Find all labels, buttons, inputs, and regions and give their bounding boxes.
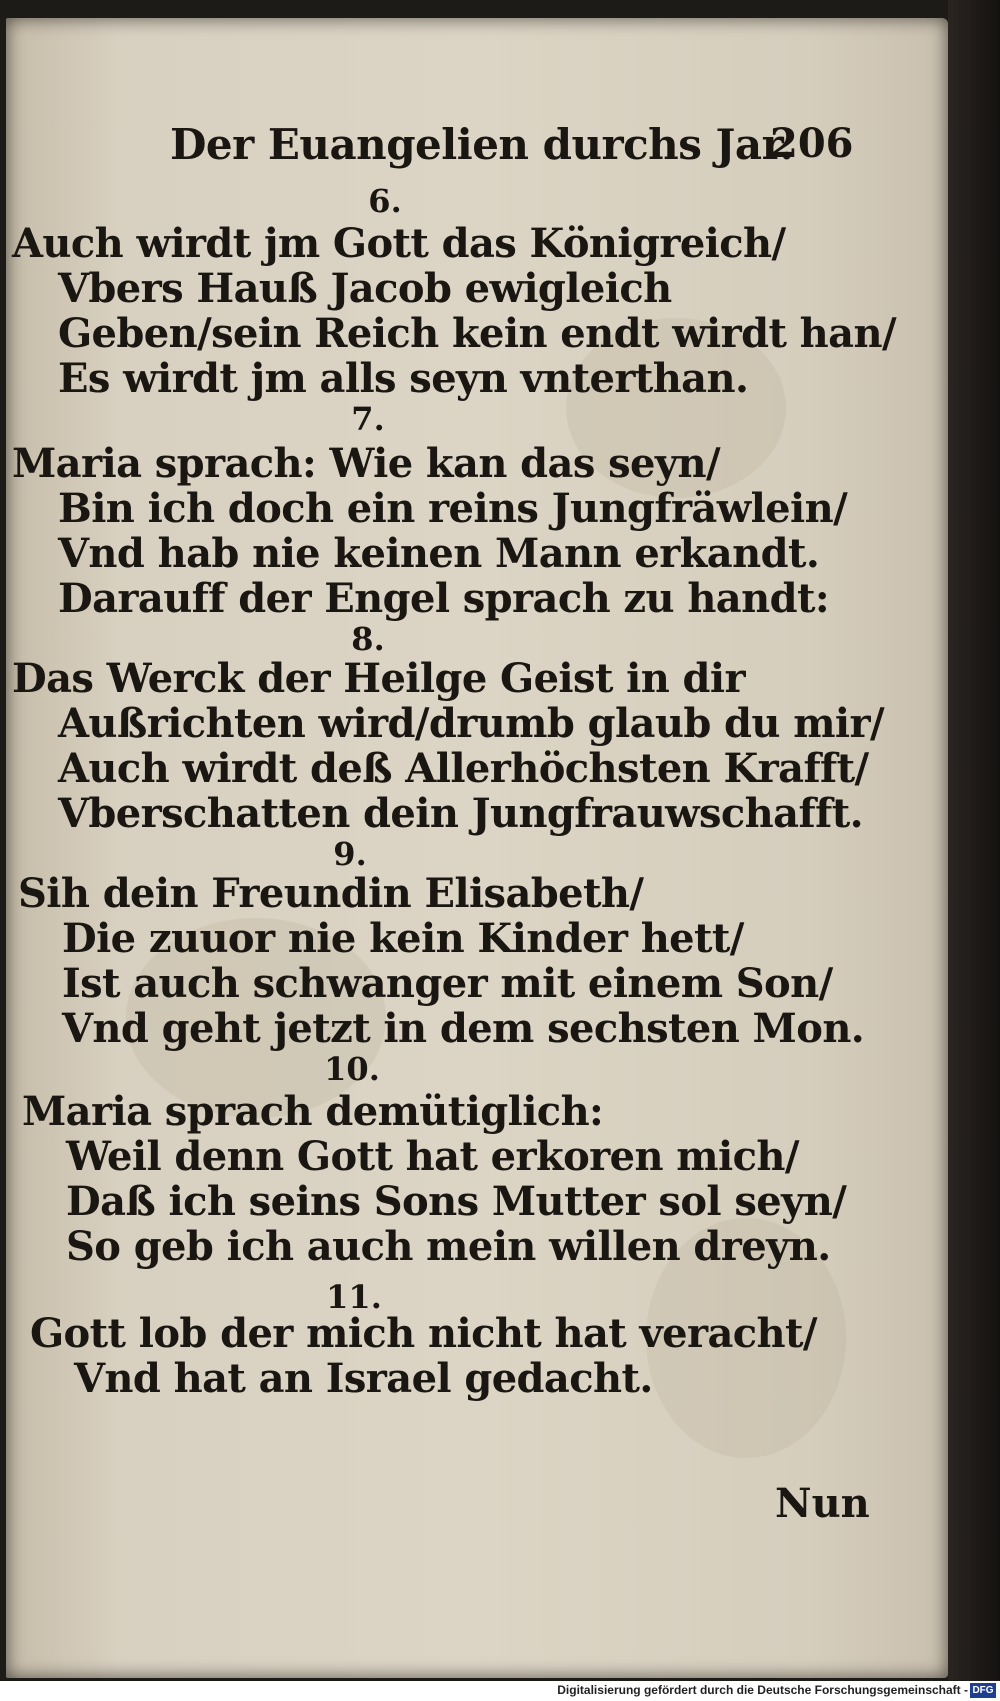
page-number: 206: [770, 120, 854, 167]
stanza-number: 9.: [333, 835, 367, 873]
verse-line: Vberschatten dein Jungfrauwschafft.: [58, 790, 863, 837]
verse-line: Das Werck der Heilge Geist in dir: [12, 655, 745, 702]
verse-line: Vnd hat an Israel gedacht.: [74, 1355, 653, 1402]
verse-line: Ist auch schwanger mit einem Son/: [62, 960, 833, 1007]
stanza-number: 11.: [326, 1278, 382, 1316]
verse-line: So geb ich auch mein willen dreyn.: [66, 1223, 831, 1270]
verse-line: Die zuuor nie kein Kinder hett/: [62, 915, 744, 962]
verse-line: Maria sprach: Wie kan das seyn/: [12, 440, 720, 487]
verse-line: Es wirdt jm alls seyn vnterthan.: [58, 355, 749, 402]
verse-line: Auch wirdt jm Gott das Königreich/: [12, 220, 786, 267]
stanza-number: 8.: [351, 620, 385, 658]
dfg-logo: DFG: [970, 1683, 996, 1698]
verse-line: Bin ich doch ein reins Jungfräwlein/: [58, 485, 848, 532]
verse-line: Vnd hab nie keinen Mann erkandt.: [58, 530, 820, 577]
verse-line: Maria sprach demütiglich:: [22, 1088, 604, 1135]
digitization-footer: [0, 1681, 1000, 1701]
verse-line: Daß ich seins Sons Mutter sol seyn/: [66, 1178, 847, 1225]
page-gutter: [948, 0, 1000, 1680]
verse-line: Außrichten wird/drumb glaub du mir/: [58, 700, 885, 747]
catchword: Nun: [775, 1480, 870, 1527]
verse-line: Vbers Hauß Jacob ewigleich: [58, 265, 672, 312]
verse-line: Vnd geht jetzt in dem sechsten Mon.: [62, 1005, 865, 1052]
verse-line: Geben/sein Reich kein endt wirdt han/: [58, 310, 896, 357]
stanza-number: 6.: [368, 182, 402, 220]
verse-line: Darauff der Engel sprach zu handt:: [58, 575, 830, 622]
running-head-title: Der Euangelien durchs Jar.: [170, 120, 794, 169]
stanza-number: 10.: [324, 1050, 380, 1088]
footer-credit: Digitalisierung gefördert durch die Deutsche Forschungsgemeinschaft -: [557, 1683, 968, 1697]
verse-line: Weil denn Gott hat erkoren mich/: [66, 1133, 799, 1180]
stanza-number: 7.: [351, 400, 385, 438]
verse-line: Auch wirdt deß Allerhöchsten Krafft/: [58, 745, 869, 792]
verse-line: Sih dein Freundin Elisabeth/: [18, 870, 644, 917]
verse-line: Gott lob der mich nicht hat veracht/: [30, 1310, 817, 1357]
